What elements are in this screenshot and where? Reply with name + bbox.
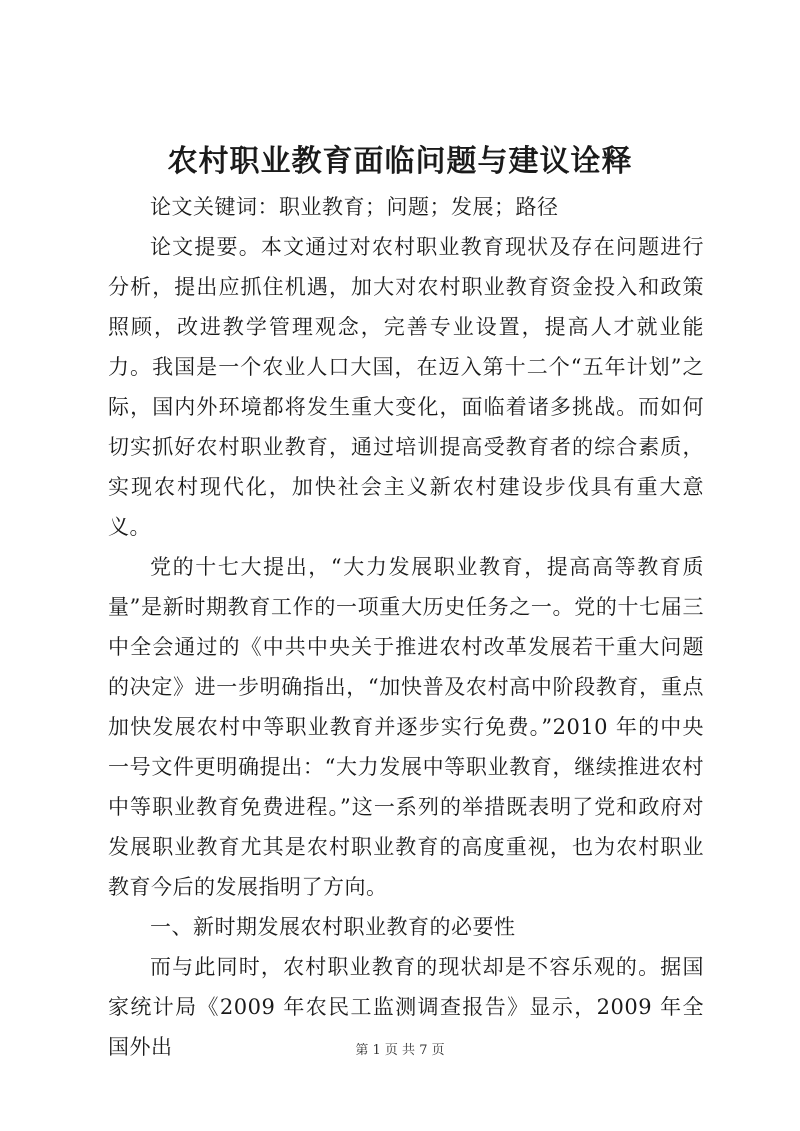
keywords-paragraph: 论文关键词：职业教育；问题；发展；路径	[150, 195, 559, 219]
body-paragraph: 而与此同时，农村职业教育的现状却是不容乐观的。据国家统计局《2009 年农民工监测调查报告》显示，2009 年全国外出	[108, 955, 704, 1059]
section-heading: 一、新时期发展农村职业教育的必要性	[150, 915, 516, 939]
document-title: 农村职业教育面临问题与建议诠释	[167, 144, 633, 179]
page-footer: 第 1 页 共 7 页	[355, 1043, 445, 1058]
abstract-paragraph: 论文提要。本文通过对农村职业教育现状及存在问题进行分析，提出应抓住机遇，加大对农村职业教育资金投入和政策照顾，改进教学管理观念，完善专业设置，提高人才就业能力。我国是一个农业人口大国，在迈入第十二个“五年计划”之际，国内外环境都将发生重大变化，面临着诸多挑战。而如何切实抓好农村职业教育，通过培训提高受教育者的综合素质，实现农村现代化，加快社会主义新农村建设步伐具有重大意义。	[108, 235, 704, 539]
document-body	[108, 187, 704, 1067]
body-paragraph: 党的十七大提出，“大力发展职业教育，提高高等教育质量”是新时期教育工作的一项重大历史任务之一。党的十七届三中全会通过的《中共中央关于推进农村改革发展若干重大问题的决定》进一步明确指出，“加快普及农村高中阶段教育，重点加快发展农村中等职业教育并逐步实行免费。”2010 年的中央一号文件更明确提出：“大力发展中等职业教育，继续推进农村中等职业教育免费进程。”这一系列的举措既表明了党和政府对发展职业教育尤其是农村职业教育的高度重视，也为农村职业教育今后的发展指明了方向。	[108, 555, 704, 899]
